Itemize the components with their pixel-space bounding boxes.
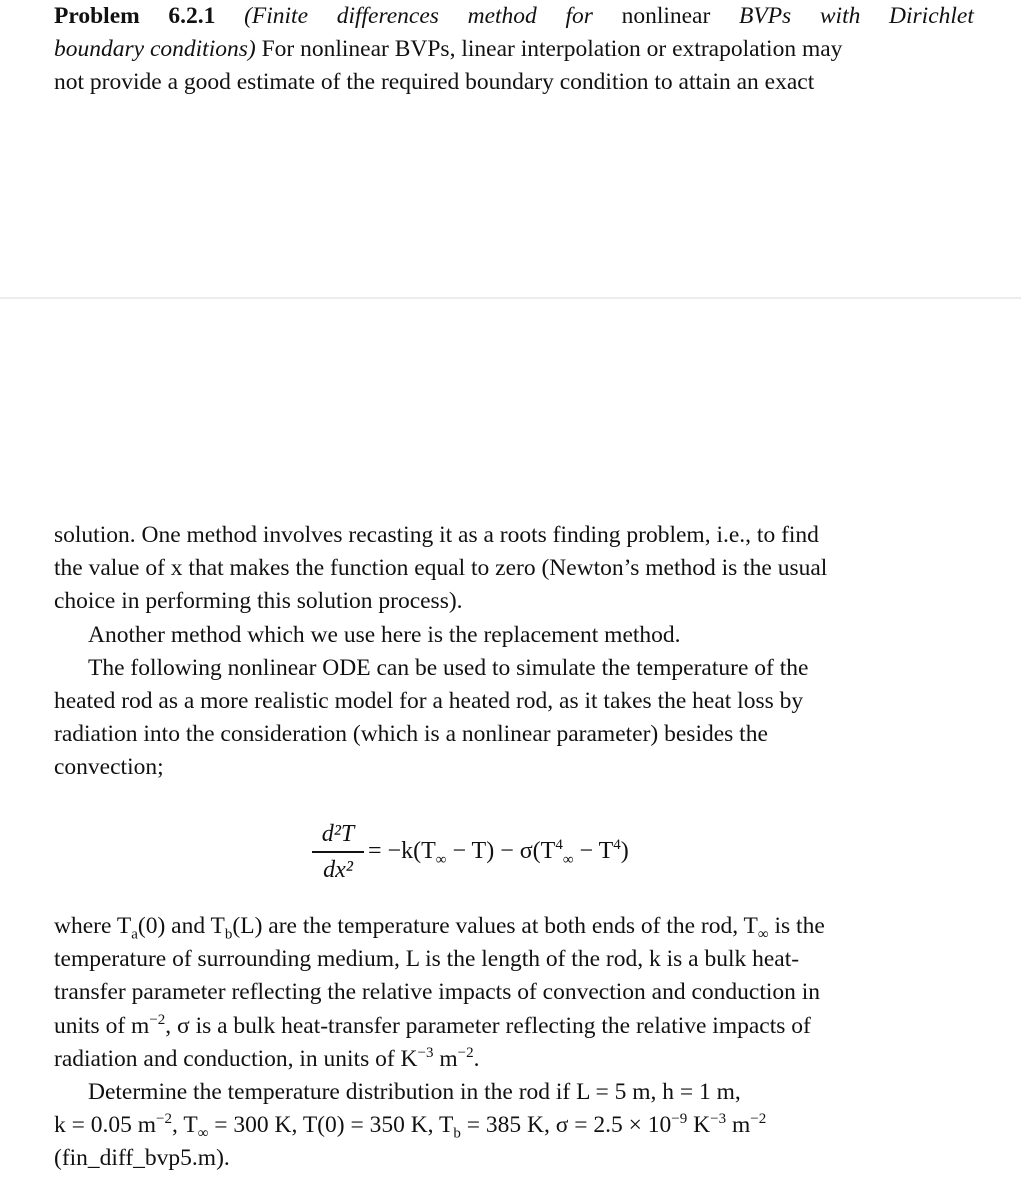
text-line: temperature of surrounding medium, L is the length of the rod, k is a bulk heat- (54, 946, 800, 973)
text-span: radiation and conduction, in units of K (54, 1045, 418, 1072)
text-span: k = 0.05 m (54, 1112, 157, 1139)
text-line: solution. One method involves recasting it as a roots finding problem, i.e., to find (54, 522, 819, 548)
text-span: = 385 K, σ = 2.5 × 10 (460, 1112, 672, 1139)
text-line: Another method which we use here is the replacement method. (88, 621, 681, 648)
superscript: −9 (671, 1111, 688, 1128)
fraction-denominator: dx² (323, 856, 353, 883)
text-span: K (687, 1112, 711, 1139)
text-span: is the (768, 913, 825, 939)
problem-label: Problem (54, 3, 140, 29)
definitions-paragraph (54, 910, 974, 1176)
body-paragraphs (54, 519, 974, 785)
title-word: differences (336, 3, 439, 29)
text-line: The following nonlinear ODE can be used to simulate the temperature of the (88, 654, 809, 681)
superscript: −2 (149, 1011, 166, 1028)
problem-heading-line (54, 0, 974, 33)
eq-sup: 4 (613, 837, 621, 853)
text-line (54, 910, 974, 943)
title-word: Dirichlet (889, 3, 974, 29)
text-span: = 300 K, T(0) = 350 K, T (208, 1112, 454, 1139)
text-line: radiation into the consideration (which is a nonlinear parameter) besides the (54, 721, 768, 748)
text-line: Determine the temperature distribution in the rod if L = 5 m, h = 1 m, (88, 1078, 741, 1105)
text-line (54, 33, 974, 66)
text-span: . (473, 1045, 480, 1072)
text-line: heated rod as a more realistic model for a heated rod, as it takes the heat loss by (54, 687, 804, 714)
title-word: nonlinear (621, 3, 711, 29)
text-span: m (433, 1045, 458, 1072)
text-line: (fin_diff_bvp5.m). (54, 1145, 230, 1172)
text-line (54, 1010, 974, 1043)
text-span: For nonlinear BVPs, linear interpolation or extrapolation may (261, 36, 843, 63)
eq-part: − T (573, 838, 614, 864)
subscript: b (224, 926, 233, 943)
text-line (54, 1109, 974, 1142)
text-line: transfer parameter reflecting the relative impacts of convection and conduction in (54, 979, 821, 1006)
text-line: the value of x that makes the function equal to zero (Newton’s method is the usual (54, 555, 828, 582)
title-word: method (467, 3, 537, 29)
text-line: not provide a good estimate of the required boundary condition to attain an exact (54, 69, 815, 96)
eq-sub: ∞ (562, 851, 574, 868)
problem-number: 6.2.1 (168, 3, 216, 29)
text-span: , T (172, 1112, 198, 1139)
eq-sup: 4 (555, 837, 563, 853)
text-span: units of m (54, 1012, 150, 1039)
problem-intro (54, 0, 974, 100)
fraction-numerator: d²T (321, 821, 355, 847)
text-line: convection; (54, 754, 164, 781)
superscript: −2 (457, 1044, 474, 1061)
superscript: −3 (710, 1111, 727, 1128)
title-word: BVPs (738, 3, 792, 29)
eq-part: − T) − σ(T (446, 838, 556, 864)
title-word: for (565, 3, 593, 29)
subscript: ∞ (197, 1125, 209, 1142)
subscript: b (453, 1125, 461, 1142)
text-line: choice in performing this solution process). (54, 588, 463, 615)
equation-rhs (368, 834, 629, 868)
text-span: m (726, 1112, 751, 1139)
derivative-fraction (312, 818, 364, 886)
superscript: −2 (750, 1111, 767, 1128)
title-word: with (819, 3, 861, 29)
page-divider (0, 297, 1021, 299)
text-span: where T (54, 913, 132, 939)
title-word: (Finite (244, 3, 309, 29)
eq-sub: ∞ (435, 851, 447, 868)
eq-part: = −k(T (368, 838, 436, 864)
superscript: −2 (156, 1111, 173, 1128)
subscript: a (131, 926, 138, 943)
superscript: −3 (417, 1044, 434, 1061)
ode-equation (0, 818, 1021, 888)
text-line (54, 1043, 974, 1076)
eq-part: ) (620, 838, 629, 864)
subscript: ∞ (757, 926, 769, 943)
text-span: (0) and T (137, 913, 225, 939)
fraction-bar (312, 851, 364, 853)
text-span: , σ is a bulk heat-transfer parameter reflecting the relative impacts of (165, 1012, 811, 1039)
text-span: (L) are the temperature values at both ends of the rod, T (232, 913, 758, 939)
title-continuation: boundary conditions) (54, 36, 256, 63)
